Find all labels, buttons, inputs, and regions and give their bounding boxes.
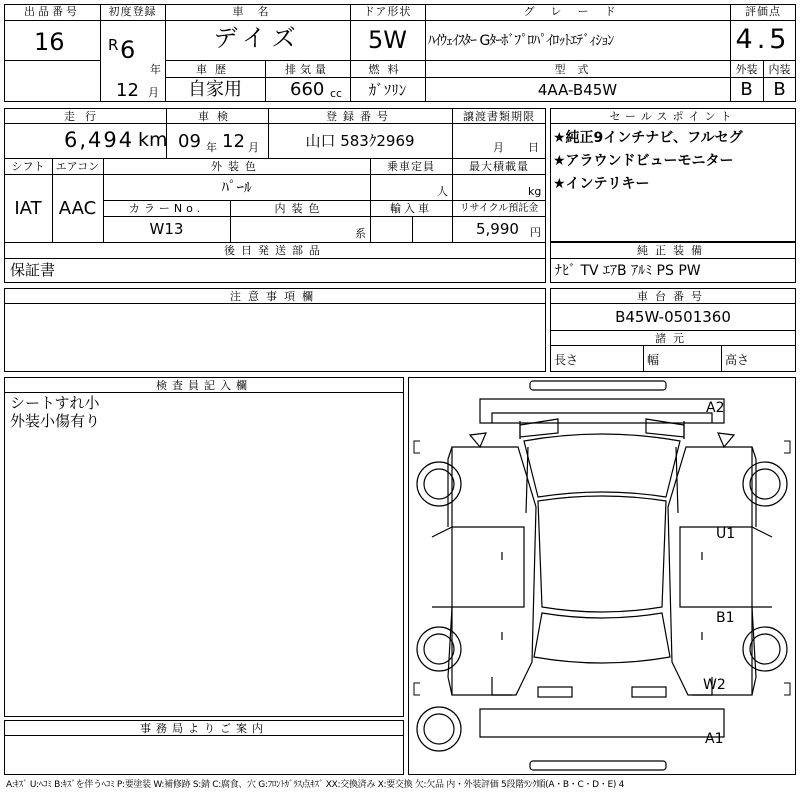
reg-month-unit: 月 [148, 86, 159, 99]
reg-year: 6 [120, 36, 136, 64]
inspector-comment: シートすれ小 [10, 394, 100, 412]
mileage-unit: km [138, 129, 168, 151]
int-grade: B [773, 79, 786, 100]
damage-mark-a1: A1 [705, 731, 724, 747]
later-parts: 保証書 [10, 261, 56, 279]
transfer-label: 譲渡書類期限 [463, 110, 535, 123]
model-label: 型式 [554, 63, 601, 76]
inspection-year: 09 [178, 131, 201, 152]
history: 自家用 [188, 79, 242, 100]
displacement-label: 排気量 [285, 63, 330, 76]
damage-mark-b1: B1 [716, 610, 735, 626]
grade: ﾊｲｳｪｲｽﾀｰ Gﾀｰﾎﾞﾌﾟﾛﾊﾟｲﾛｯﾄｴﾃﾞｨｼｮﾝ [428, 33, 614, 49]
shift: IAT [14, 198, 42, 219]
int-color-label: 内装色 [274, 202, 326, 215]
ac: AAC [58, 198, 97, 219]
era: R [108, 36, 119, 54]
length-label: 長さ [554, 353, 579, 367]
score-label: 評価点 [745, 5, 781, 18]
ext-color: ﾊﾟｰﾙ [221, 178, 252, 196]
inspection-month-unit: 月 [248, 141, 259, 154]
color-no-label: カラーNo. [128, 202, 205, 215]
max-load-label: 最大積載量 [469, 160, 529, 173]
chassis-no: B45W-0501360 [615, 308, 731, 326]
color-no: W13 [149, 220, 184, 238]
chassis-label: 車台番号 [637, 290, 709, 303]
int-grade-label: 内装 [768, 63, 791, 76]
transfer-month-unit: 月 [493, 141, 504, 154]
displacement: 660 [290, 79, 325, 100]
inspector-comment: 外装小傷有り [10, 412, 101, 430]
model: 4AA-B45W [537, 81, 618, 99]
capacity-unit: 人 [437, 185, 448, 198]
sales-points-block [550, 108, 796, 242]
sales-point: ★インテリキー [553, 176, 650, 192]
max-load-unit: kg [528, 185, 542, 198]
lot-no: 16 [34, 28, 65, 56]
equipment: ﾅﾋﾞ TV ｴｱB ｱﾙﾐ PS PW [555, 263, 701, 279]
fuel: ｶﾞｿﾘﾝ [368, 81, 407, 99]
recycle-label: リサイクル預託金 [459, 203, 539, 214]
door-label: ドア形状 [363, 5, 412, 18]
reg-no: 山口 583ｸ2969 [305, 132, 415, 150]
office-label: 事務局よりご案内 [140, 722, 268, 735]
damage-mark-w2: W2 [703, 677, 726, 693]
ext-grade: B [740, 79, 753, 100]
sales-point: ★アラウンドビューモニター [553, 153, 734, 169]
sales-points-label: セールスポイント [609, 110, 737, 123]
legend: A:ｷｽﾞ U:ﾍｺﾐ B:ｷｽﾞを伴うﾍｺﾐ P:要塗装 W:補修跡 S:錆 C:腐食、穴 G:ﾌﾛﾝﾄｶﾞﾗｽ点ｷｽﾞ XX:交換済み X:要交換 欠:欠品 内・外装評価 5段階ﾗﾝｸ順(A・B・C・D・E) 4 [6, 780, 625, 790]
history-label: 車歴 [196, 63, 234, 76]
inspector-label: 検査員記入欄 [156, 379, 252, 392]
lot-no-label: 出品番号 [24, 5, 80, 18]
width-label: 幅 [647, 353, 660, 367]
inspection-year-unit: 年 [206, 141, 217, 154]
reg-year-unit: 年 [150, 63, 161, 76]
dims-label: 諸元 [655, 332, 691, 345]
reg-no-label: 登録番号 [326, 110, 394, 123]
grade-label: グレード [523, 5, 632, 18]
displacement-unit: cc [330, 87, 343, 100]
damage-mark-u1: U1 [716, 526, 736, 542]
transfer-day-unit: 日 [528, 141, 539, 154]
car-name-label: 車名 [232, 5, 283, 18]
score: 4.5 [735, 24, 791, 55]
damage-mark-a2: A2 [706, 400, 725, 416]
mileage: 6,494 [64, 128, 135, 152]
inspection-label: 車検 [198, 110, 236, 123]
reg-month: 12 [116, 80, 139, 101]
import-label: 輸入車 [390, 202, 432, 215]
ext-color-label: 外装色 [211, 160, 262, 173]
car-name: デイズ [213, 24, 302, 52]
mileage-label: 走行 [64, 110, 106, 123]
capacity-label: 乗車定員 [387, 160, 435, 173]
shift-label: シフト [11, 160, 45, 173]
equipment-label: 純正装備 [637, 244, 709, 257]
fuel-label: 燃料 [368, 63, 407, 76]
height-label: 高さ [725, 353, 750, 367]
ext-grade-label: 外装 [735, 63, 758, 76]
recycle-amount: 5,990 [476, 220, 519, 238]
later-parts-label: 後日発送部品 [224, 244, 326, 257]
sales-point: ★純正9インチナビ、フルセグ [553, 130, 743, 146]
inspection-month: 12 [222, 131, 245, 152]
int-color-unit: 系 [355, 227, 366, 240]
ac-label: エアコン [55, 160, 100, 173]
notes-label: 注意事項欄 [230, 290, 320, 303]
door-shape: 5W [368, 26, 407, 54]
car-diagram [408, 377, 796, 775]
first-reg-label: 初度登録 [108, 5, 157, 18]
recycle-unit: 円 [530, 226, 541, 239]
